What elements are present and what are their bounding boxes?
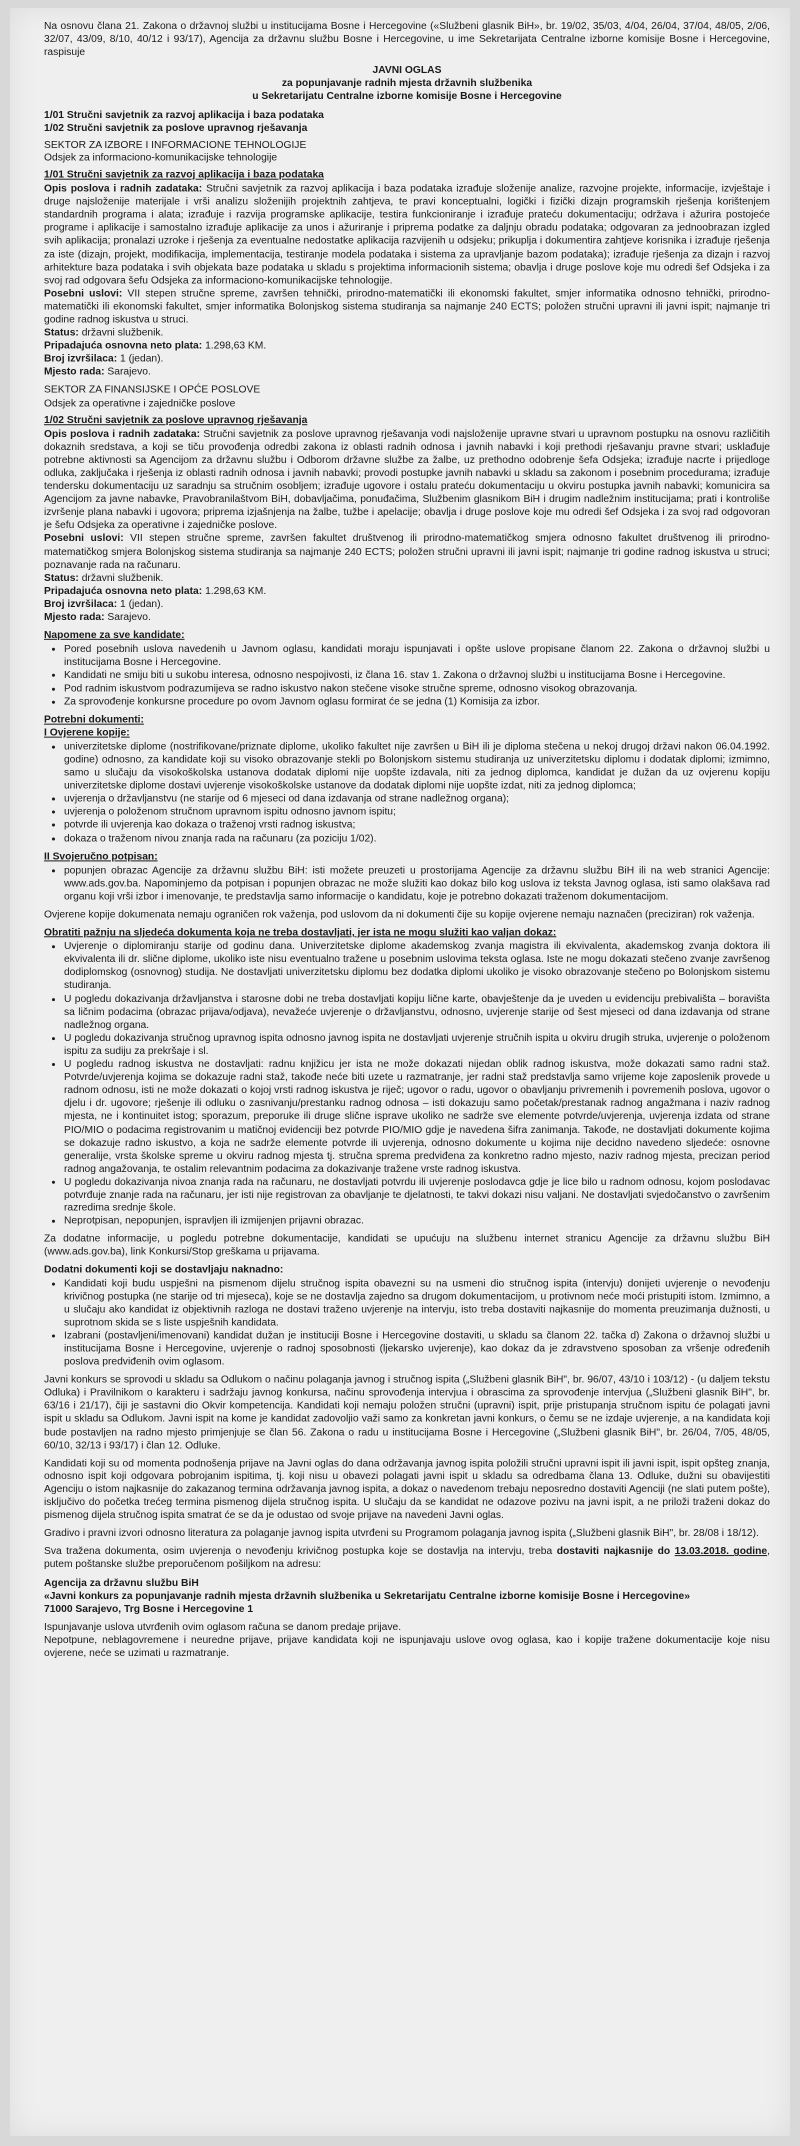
count-value: 1 (jedan). bbox=[119, 353, 164, 365]
closing-paragraph: Ispunjavanje uslova utvrđenih ovim oglasom računa se danom predaje prijave. bbox=[44, 1621, 402, 1633]
deadline-date: 13.03.2018. godine bbox=[674, 1546, 768, 1558]
ad-title: JAVNI OGLAS bbox=[372, 65, 442, 77]
extra-documents-list bbox=[44, 1277, 770, 1368]
documents-list bbox=[44, 741, 770, 846]
salary-value: 1.298,63 KM. bbox=[205, 585, 267, 597]
deadline-bold: dostaviti najkasnije do bbox=[556, 1546, 671, 1558]
address-line: Agencija za državnu službu BiH bbox=[44, 1577, 199, 1589]
job-advertisement bbox=[44, 20, 770, 2126]
list-item: • uvjerenja o položenom stručnom upravnom ispitu odnosno javnom ispitu; bbox=[64, 806, 770, 819]
department-name: Odsjek za informaciono-komunikacijske tehnologije bbox=[44, 152, 278, 164]
signed-form-list bbox=[44, 864, 770, 903]
duties-text: Stručni savjetnik za poslove upravnog rješavanja vodi najsloženije upravne stvari u upravnom postupku na osnovu različitih dokaznih sredstava, a koji se tiču provođenja odredbi zakona iz oblasti radnih odnosa i javnih nabavki i koji prethodi rješavanju pravne stvari; usklađuje potrebne aktivnosti sa Agencijom za državnu službu i Odborom državne službe za žalbe, uz prethodno odobrenje šefa Odsjeka; izrađuje nacrte i prijedloge odluka, zaključaka i rješenja iz oblasti radnih odnosa i javnih nabavki; provodi postupke javnih nabavki u skladu sa zakonom i posebnim procedurama; izrađuje tendersku dokumentaciju uz saradnju sa stručnim osobljem; izrađuje ugovore i ostalu prateću dokumentaciju u okviru postupka javnih nabavki; komunicira sa Agencijom za javne nabavke, Pravobranilaštvom BiH, dobavljačima, ponuđačima, Službenim glasnikom BiH i drugim nadležnim institucijama; prati i kontroliše izvršenje plana nabavki i ugovora; priprema izjašnjenja na žalbe, tužbe i apelacije; obavlja i druge poslove koje mu odredi šef Odsjeka i za svoj rad odgovoran je šefu Odsjeka za operativne i zajedničke poslove. bbox=[44, 428, 770, 532]
position-heading: 1/01 Stručni savjetnik za razvoj aplikacija i baza podataka bbox=[44, 169, 324, 181]
documents-subheading: II Svojeručno potpisan: bbox=[44, 851, 158, 863]
exam-paragraph: Javni konkurs se sprovodi u skladu sa Odlukom o načinu polaganja javnog i stručnog ispita („Službeni glasnik BiH", br. 96/07, 43/10 i 103/12) - (u daljem tekstu Odluka) i Pravilnikom o karakteru i sadržaju javnog konkursa, načinu sprovođenja intervjua i obrascima za sprovođenje intervjua („Službeni glasnik BiH", br. 63/16 i 21/17), čiji je sastavni dio Okvir kompetencija. Kandidati koji nemaju položen stručni (upravni) ispit, prije pristupanja stručnom ispitu će polagati javni ispit u skladu sa Odlukom. Javni ispit na kome je kandidat zadovoljio važi samo za konkretan javni konkurs, o čemu se ne izdaje uvjerenje, a na kandidata koji bude postavljen na radno mjesto primjenjuje se član 56. Zakona o radu u institucijama Bosne i Hercegovine („Službeni glasnik BiH", br. 26/04, 7/05, 48/05, 60/10, 32/13 i 93/17) i član 12. Odluke. bbox=[44, 1374, 770, 1451]
deadline-paragraph bbox=[44, 1545, 770, 1571]
list-item: • Uvjerenje o diplomiranju starije od godinu dana. Univerzitetske diplome akademskog zvanja magistra ili ekvivalenta, akademskog zvanja doktora ili ekvivalenta ili dr. slične diplome, ukoliko iste nisu eventualno tražene u posebnim uslovima teksta oglasa. Iste ne mogu dokazati stečeno zvanje završenog dodiplomskog (osnovnog) studija. Ne dostavljati univerzitetsku diplomu bez dodatka diplomi ukoliko je visoko obrazovanje stečeno po Bolonjskom sistemu studiranja. bbox=[64, 940, 770, 992]
list-item: • Za sprovođenje konkursne procedure po ovom Javnom oglasu formirat će se jedna (1) Komisija za izbor. bbox=[64, 695, 770, 708]
salary-label: Pripadajuća osnovna neto plata: bbox=[44, 585, 203, 597]
status-value: državni službenik. bbox=[81, 572, 164, 584]
count-label: Broj izvršilaca: bbox=[44, 353, 118, 365]
salary-value: 1.298,63 KM. bbox=[205, 340, 267, 352]
sector-name: SEKTOR ZA FINANSIJSKE I OPĆE POSLOVE bbox=[44, 384, 261, 396]
position-count bbox=[44, 598, 770, 611]
list-item: • U pogledu dokazivanja stručnog upravnog ispita odnosno javnog ispita ne dostavljati uvjerenje stručnih ispita u okviru drugih struka, uvjerenje o položenom ispitu za sudiju za prekršaje i sl. bbox=[64, 1032, 770, 1058]
list-item: • Kandidati koji budu uspješni na pismenom dijelu stručnog ispita obavezni su na usmeni dio stručnog ispita (intervju) donijeti uvjerenje o nevođenju krivičnog postupka (ne starije od tri mjeseca), koje se ne dostavlja zajedno sa drugom dokumentacijom, u protivnom neće moći pristupiti istom. Izmimno, a u slučaju ako kandidat iz objektivnih razloga ne dostavi traženo uvjerenje na intervju, isto treba dostaviti najkasnije do momenta preuzimanja dužnosti, u suprotnom skida se s liste uspješnih kandidata. bbox=[64, 1277, 770, 1329]
newspaper-scan bbox=[10, 8, 790, 2136]
position-heading: 1/02 Stručni savjetnik za poslove upravnog rješavanja bbox=[44, 414, 308, 426]
literature-paragraph: Gradivo i pravni izvori odnosno literatura za polaganje javnog ispita utvrđeni su Programom polaganja javnog ispita („Službeni glasnik BiH", br. 28/08 i 18/12). bbox=[44, 1528, 759, 1540]
closing-paragraph: Nepotpune, neblagovremene i neuredne prijave, prijave kandidata koji ne ispunjavaju uslove ovog oglasa, kao i kopije tražene dokumentacije koje nisu ovjerene, neće se uzimati u razmatranje. bbox=[44, 1634, 770, 1659]
list-item: • Kandidati ne smiju biti u sukobu interesa, odnosno nespojivosti, iz člana 16. stav 1. Zakona o državnoj službi u institucijama Bosne i Hercegovine. bbox=[64, 669, 770, 682]
list-item: • Pored posebnih uslova navedenih u Javnom oglasu, kandidati moraju ispunjavati i opšte uslove propisane članom 22. Zakona o državnoj službi u institucijama Bosne i Hercegovine. bbox=[64, 643, 770, 669]
position-conditions bbox=[44, 532, 770, 571]
count-label: Broj izvršilaca: bbox=[44, 598, 118, 610]
status-value: državni službenik. bbox=[81, 327, 164, 339]
duties-text: Stručni savjetnik za razvoj aplikacija i baza podataka izrađuje složenije analize, razvojne projekte, informacije, izvještaje i druge najsloženije materijale i vrši analizu složenijih projektnih zahtjeva, te pravi konceptualni, logički i fizički dizajn programskih rješenja korištenjem standardnih programa i alata; izrađuje i razvija programske aplikacije, testira funkcioniranje i izrađuje prateću dokumentaciju; održava i ažurira postojeće programe i aplikacije i samostalno izrađuje aplikacije za unos i ažuriranje i priprema podatke za daljnju obradu podataka; odgovaran za jednoobrazan izgled svih aplikacija; pronalazi uzroke i rješenja za eventualne nedostatke aplikacija razvijenih u odsjeku; prikuplja i dokumentira zahtjeve korisnika i izrađuje rješenja za iste (dizajn, projekt, modifikacija, implementacija, testiranje modela podataka i sistema za upravljanje bazom podataka); izrađuje rješenja za dizajn i razvoj arhitekture baza podataka i svih objekata baze podataka u skladu s projektima informacionih sistema; obavlja i druge poslove koje mu odredi šef Odsjeka i za svoj rad odgovara šefu Odsjeka za informaciono-komunikacijske tehnologije. bbox=[44, 183, 770, 287]
position-duties bbox=[44, 183, 770, 288]
list-item: • potvrde ili uvjerenja kao dokaza o traženoj vrsti radnog iskustva; bbox=[64, 819, 770, 832]
conditions-text: VII stepen stručne spreme, završen tehnički, prirodno-matematički ili ekonomski fakultet, smjer informatika odnosno tehnički, prirodno-matematički ili ekonomski fakultet, smjer informatika Bolonjskog sistema studiranja sa najmanje 240 ECTS; položen stručni upravni ili javni ispit; najmanje tri godine radnog iskustva u struci. bbox=[44, 288, 770, 326]
list-item: • Pod radnim iskustvom podrazumijeva se radno iskustvo nakon stečene visoke stručne spreme, odnosno visokog obrazovanja. bbox=[64, 682, 770, 695]
place-value: Sarajevo. bbox=[107, 366, 151, 378]
attention-heading: Obratiti pažnju na sljedeća dokumenta koja ne treba dostavljati, jer ista ne mogu služiti kao valjan dokaz: bbox=[44, 927, 557, 939]
documents-subheading: I Ovjerene kopije: bbox=[44, 727, 130, 739]
position-conditions bbox=[44, 287, 770, 326]
attention-list bbox=[44, 940, 770, 1228]
position-place bbox=[44, 611, 770, 624]
duties-label: Opis poslova i radnih zadataka: bbox=[44, 428, 201, 440]
place-label: Mjesto rada: bbox=[44, 611, 105, 623]
list-item: • uvjerenja o državljanstvu (ne starije od 6 mjeseci od dana izdavanja od strane nadležnog organa); bbox=[64, 793, 770, 806]
list-item: • univerzitetske diplome (nostrifikovane/priznate diplome, ukoliko fakultet nije završen u BiH ili je diploma stečena u nekoj drugoj državi nakon 06.04.1992. godine) odnosno, za kandidate koji su visoko obrazovanje stekli po Bolonjskom sistemu studiranja uz univerzitetsku diplomu i dodatak diplomi; izmimno, samo u slučaju da visokoškolska ustanova dodatak diplomi nije uopšte izdavala, niti za jednog diplomca, kandidat je dužan da uz ovjerenu kopiju univerzitetske diplome dostavi uvjerenje visokoškolske ustanove da dodatak diplomi nije uopšte izdat, niti za jednog diplomca; bbox=[64, 741, 770, 793]
count-value: 1 (jedan). bbox=[119, 598, 164, 610]
conditions-text: VII stepen stručne spreme, završen fakultet društvenog ili prirodno-matematičkog smjera odnosno fakultet društvenog ili prirodno-matematičkog smjera Bolonjskog sistema studiranja sa najmanje 240 ECTS; položen stručni upravni ili javni ispit; najmanje tri godine radnog iskustva u struci; poznavanje rada na računaru. bbox=[44, 533, 770, 571]
position-count bbox=[44, 353, 770, 366]
ad-subtitle-institution: u Sekretarijatu Centralne izborne komisije Bosne i Hercegovine bbox=[252, 91, 562, 103]
ad-subtitle: za popunjavanje radnih mjesta državnih službenika bbox=[281, 78, 533, 90]
conditions-label: Posebni uslovi: bbox=[44, 288, 123, 300]
place-label: Mjesto rada: bbox=[44, 366, 105, 378]
info-paragraph: Za dodatne informacije, u pogledu potrebne dokumentacije, kandidati se upućuju na službenu internet stranicu Agencije za državnu službu BiH (www.ads.gov.ba), link Konkursi/Stop greškama u prijavama. bbox=[44, 1233, 770, 1258]
position-list-item: 1/01 Stručni savjetnik za razvoj aplikacija i baza podataka bbox=[44, 109, 324, 121]
salary-label: Pripadajuća osnovna neto plata: bbox=[44, 340, 203, 352]
position-place bbox=[44, 366, 770, 379]
list-item: • dokaza o traženom nivou znanja rada na računaru (za poziciju 1/02). bbox=[64, 832, 770, 845]
list-item: • popunjen obrazac Agencije za državnu službu BiH: isti možete preuzeti u prostorijama Agencije za državnu službu BiH ili na web stranici Agencije: www.ads.gov.ba. Napominjemo da potpisan i popunjen obrazac ne može služiti kao dokaz bilo kog uslova iz teksta Javnog oglasa, isti samo olakšava rad organu koji vrši izbor i imenovanje, te predstavlja samo informacije o kandidatu, koje je potrebno dokazati traženom dokumentacijom. bbox=[64, 864, 770, 903]
position-salary bbox=[44, 340, 770, 353]
intro-paragraph: Na osnovu člana 21. Zakona o državnoj službi u institucijama Bosne i Hercegovine («Službeni glasnik BiH», br. 19/02, 35/03, 4/04, 26/04, 37/04, 48/05, 2/06, 32/07, 43/09, 8/10, 40/12 i 93/17), Agencija za državnu službu Bosne i Hercegovine, u ime Sekretarijata Centralne izborne komisije Bosne i Hercegovine, raspisuje bbox=[44, 20, 770, 59]
list-item: • U pogledu dokazivanja državljanstva i starosne dobi ne treba dostavljati kopiju lične karte, obavještenje da je uveden u evidenciju prebivališta – boravišta sa ličnim podacima (obrazac prijava/odjava), nevažeće uvjerenje o državljanstvu, odnosno, uvjerenje starije od šest mjeseci od dana izdavanja od strane nadležnog organa. bbox=[64, 993, 770, 1032]
status-label: Status: bbox=[44, 327, 79, 339]
extra-documents-heading: Dodatni dokumenti koji se dostavljaju naknadno: bbox=[44, 1265, 284, 1277]
position-status bbox=[44, 326, 770, 339]
duties-label: Opis poslova i radnih zadataka: bbox=[44, 183, 203, 195]
address-line: «Javni konkurs za popunjavanje radnih mjesta državnih službenika u Sekretarijatu Centralne izborne komisije Bosne i Hercegovine» bbox=[44, 1590, 690, 1602]
deadline-text: Sva tražena dokumenta, osim uvjerenja o nevođenju krivičnog postupka koje se dostavlja na intervju, treba bbox=[44, 1546, 553, 1558]
documents-heading: Potrebni dokumenti: bbox=[44, 714, 144, 726]
place-value: Sarajevo. bbox=[107, 611, 151, 623]
position-status bbox=[44, 572, 770, 585]
deadline-rest: , putem poštanske službe preporučenom pošiljkom na adresu: bbox=[44, 1546, 770, 1571]
status-label: Status: bbox=[44, 572, 79, 584]
exam-notice-paragraph: Kandidati koji su od momenta podnošenja prijave na Javni oglas do dana održavanja javnog ispita položili stručni upravni ispit ili javni ispit, ispit opšteg znanja, odnosno ispit koji odgovara pobrojanim ispitima, tj. koji nisu u obavezi polagati javni ispit u skladu sa odredbama člana 13. Odluke, dužni su obavijestiti Agenciju o istom najkasnije do zakazanog termina održavanja javnog ispita, a dokaz o navedenom trebaju neposredno dostaviti Agenciji (ne slati putem pošte), isključivo do početka trećeg termina pismenog dijela stručnog ispita. U slučaju da se kandidat ne odazove pozivu na javni ispit, a ne priloži traženi dokaz do pismenog dijela stručnog ispita smatrat će se da je odustao od svoje prijave na navedeni Javni oglas. bbox=[44, 1458, 770, 1522]
notes-heading: Napomene za sve kandidate: bbox=[44, 629, 185, 641]
address-line: 71000 Sarajevo, Trg Bosne i Hercegovine 1 bbox=[44, 1603, 254, 1615]
list-item: • Neprotpisan, nepopunjen, ispravljen ili izmijenjen prijavni obrazac. bbox=[64, 1215, 770, 1228]
position-salary bbox=[44, 585, 770, 598]
list-item: • U pogledu dokazivanja nivoa znanja rada na računaru, ne dostavljati potvrdu ili uvjerenje poslodavca gdje je lice bilo u radnom odnosu, kojom poslodavac potvrđuje znanje rada na računaru, jer isti nije registrovan za obavljanje te djelatnosti, te takvi dokazi nisu valjani. Ne dostavljati svjedočanstvo o završenim razredima srednje škole. bbox=[64, 1176, 770, 1215]
list-item: • U pogledu radnog iskustva ne dostavljati: radnu knjižicu jer ista ne može dokazati nijedan oblik radnog iskustva, može dokazati samo radni staž. Potvrde/uvjerenja kojima se dokazuje radni staž, takođe neće biti uzete u razmatranje, jer radni staž predstavlja samo vrijeme koje zaposlenik provede u radnom odnosu, isti ne može dokazati o kojoj vrsti radnog iskustva je riječ; ugovor o radu, ugovor o obavljanju privremenih i povremenih poslova, ugovor o djelu i dr. ugovore; rješenje ili odluku o zasnivanju/prestanku radnog odnosa – isti dokazuju samo početak/prestanak radnog angažmana i naziv radnog mjesta, ne i kontinuitet istog; sporazum, preporuke ili druge slične isprave ukoliko ne sadrže sve elemente potvrde/uvjerenja, uvjerenja izdata od strane PIO/MIO o podacima registrovanim u matičnoj evidenciji bez potvrde PIO/MIO gdje je navedena šifra zanimanja. Takođe, ne dostavljati dokumente kojima se dokazuje radno iskustvo, a koja ne sadrže elemente potvrde ili uvjerenja, odnosno dokumente u kojima nije decidno navedeno sljedeće: osnovne generalije, vrsta školske spreme u okviru radnog mjesta tj. stručna sprema predviđena za konkretno radno mjesto, naziv radnog mjesta, precizan period radnog angažovanja, te ostalim relevantnim podacima za dokazivanje tražene vrste radnog iskustva. bbox=[64, 1058, 770, 1176]
validity-paragraph: Ovjerene kopije dokumenata nemaju ograničen rok važenja, pod uslovom da ni dokumenti čije su kopije ovjerene nemaju naznačen (preciziran) rok važenja. bbox=[44, 909, 755, 921]
position-list-item: 1/02 Stručni savjetnik za poslove upravnog rješavanja bbox=[44, 122, 308, 134]
department-name: Odsjek za operativne i zajedničke poslove bbox=[44, 397, 236, 409]
list-item: • Izabrani (postavljeni/imenovani) kandidat dužan je instituciji Bosne i Hercegovine dostaviti, u skladu sa članom 22. tačka d) Zakona o državnoj službi u institucijama Bosne i Hercegovine, uvjerenje o radnoj sposobnosti (ljekarsko uvjerenje), kao dokaz da je zdravstveno sposoban za vršenje određenih poslova predviđenih ovim oglasom. bbox=[64, 1329, 770, 1368]
notes-list bbox=[44, 643, 770, 708]
sector-name: SEKTOR ZA IZBORE I INFORMACIONE TEHNOLOGIJE bbox=[44, 139, 307, 151]
position-duties bbox=[44, 428, 770, 533]
conditions-label: Posebni uslovi: bbox=[44, 533, 124, 545]
